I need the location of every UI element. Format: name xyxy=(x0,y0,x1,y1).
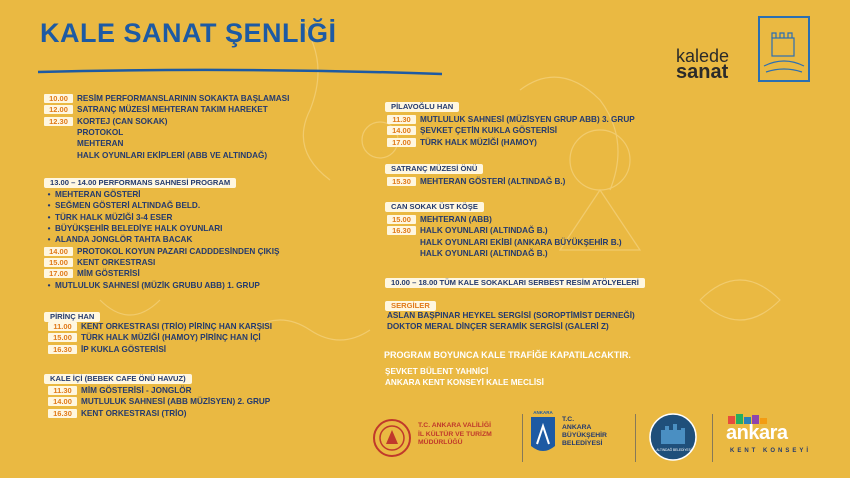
event-text: TÜRK HALK MÜZİĞİ (HAMOY) PİRİNÇ HAN İÇİ xyxy=(81,333,261,343)
event-text: MEHTERAN GÖSTERİ (ALTINDAĞ B.) xyxy=(420,177,566,187)
schedule-row xyxy=(48,344,272,355)
traffic-text: PROGRAM BOYUNCA KALE TRAFİĞE KAPATILACAKTIR. xyxy=(384,350,631,360)
divider xyxy=(522,414,523,462)
bullet-icon: • xyxy=(47,235,51,245)
section-heading: PİLAVOĞLU HAN xyxy=(385,102,459,112)
event-text: HALK OYUNLARI EKİPLERİ (ABB VE ALTINDAĞ) xyxy=(77,150,268,160)
logo-line2: sanat xyxy=(676,61,729,83)
atolye-section xyxy=(385,272,645,290)
schedule-row xyxy=(40,245,279,256)
time-badge: 16.30 xyxy=(48,345,77,354)
time-badge: 17.00 xyxy=(44,269,73,278)
abb-emblem-icon xyxy=(530,416,556,456)
kale-ici-section xyxy=(44,368,192,386)
time-badge: 14.00 xyxy=(44,247,73,256)
event-text: DOKTOR MERAL DİNÇER SERAMİK SERGİSİ (GALERİ Z) xyxy=(387,322,609,332)
schedule-row xyxy=(387,237,622,248)
event-text: MUTLULUK SAHNESİ (ABB MÜZİSYEN) 2. GRUP xyxy=(81,397,271,407)
event-text: KORTEJ (CAN SOKAK) xyxy=(77,116,168,126)
schedule-row xyxy=(40,268,279,279)
time-badge: 17.00 xyxy=(387,138,416,147)
event-text: PROTOKOL KOYUN PAZARI CADDDESİNDEN ÇIKIŞ xyxy=(77,246,280,256)
schedule-row xyxy=(387,176,565,187)
time-badge: 15.00 xyxy=(44,258,73,267)
bullet-item xyxy=(40,212,279,223)
bullet-item xyxy=(40,234,279,245)
signature-block xyxy=(385,366,544,388)
time-badge: 15.30 xyxy=(387,177,416,186)
schedule-row xyxy=(387,137,635,148)
event-text: TÜRK HALK MÜZİĞİ 3-4 ESER xyxy=(55,212,173,222)
bullet-icon: • xyxy=(47,190,51,200)
schedule-row xyxy=(40,257,279,268)
time-badge: 15.00 xyxy=(48,333,77,342)
can-sokak-list xyxy=(387,214,622,259)
section-heading: 10.00 – 18.00 TÜM KALE SOKAKLARI SERBEST RESİM ATÖLYELERİ xyxy=(385,278,645,288)
kalede-sanat-logo xyxy=(676,46,730,83)
event-text: TÜRK HALK MÜZİĞİ (HAMOY) xyxy=(420,137,537,147)
satranc-muzesi-list xyxy=(387,176,565,187)
abb-logo-top: ANKARA xyxy=(533,410,553,415)
event-text: ASLAN BAŞPINAR HEYKEL SERGİSİ (SOROPTİMİST DERNEĞİ) xyxy=(387,311,635,321)
pilavoglu-han-list xyxy=(387,114,635,148)
time-badge: 11.30 xyxy=(48,386,77,395)
valilik-line: MÜDÜRLÜĞÜ xyxy=(418,439,463,446)
event-text: HALK OYUNLARI EKİBİ (ANKARA BÜYÜKŞEHİR B.) xyxy=(420,237,622,247)
divider xyxy=(712,414,713,462)
bullet-icon: • xyxy=(47,212,51,222)
pilavoglu-han-section xyxy=(385,96,459,114)
valilik-text xyxy=(418,422,492,448)
event-text: ALANDA JONGLÖR TAHTA BACAK xyxy=(55,235,193,245)
abb-line: BÜYÜKŞEHİR xyxy=(562,432,607,439)
castle-icon xyxy=(760,18,808,80)
sponsor-logos xyxy=(370,410,830,470)
signature-org: ANKARA KENT KONSEYİ KALE MECLİSİ xyxy=(385,378,544,387)
event-text: HALK OYUNLARI (ALTINDAĞ B.) xyxy=(420,226,548,236)
can-sokak-section xyxy=(385,196,484,214)
kalede-sanat-logo-frame xyxy=(758,16,810,82)
schedule-row xyxy=(48,385,270,396)
time-badge: 11.00 xyxy=(48,322,77,331)
event-text: MEHTERAN xyxy=(77,139,124,149)
event-text: MUTLULUK SAHNESİ (MÜZİSYEN GRUP ABB) 3. GRUP xyxy=(420,115,635,125)
divider xyxy=(635,414,636,462)
pirinc-han-list xyxy=(48,321,272,355)
abb-text xyxy=(562,416,607,448)
section-heading: CAN SOKAK ÜST KÖŞE xyxy=(385,202,484,212)
event-text: İP KUKLA GÖSTERİSİ xyxy=(81,344,167,354)
list-item xyxy=(387,310,635,321)
performance-section xyxy=(44,172,236,190)
time-badge: 16.30 xyxy=(387,226,416,235)
valilik-line: İL KÜLTÜR VE TURİZM xyxy=(418,430,492,438)
event-text: SATRANÇ MÜZESİ MEHTERAN TAKIM HAREKET xyxy=(77,105,268,115)
time-badge: 16.30 xyxy=(48,409,77,418)
left-column xyxy=(44,93,289,161)
bullet-item xyxy=(40,223,279,234)
bullet-icon: • xyxy=(47,201,51,211)
event-text: MUTLULUK SAHNESİ (MÜZİK GRUBU ABB) 1. GRUP xyxy=(55,280,260,290)
schedule-row xyxy=(387,214,622,225)
event-text: KENT ORKESTRASI (TRİO) PİRİNÇ HAN KARŞISI xyxy=(81,322,273,332)
altindag-label: ALTINDAĞ BELEDİYESİ xyxy=(656,448,692,452)
schedule-row xyxy=(48,321,272,332)
page-title: KALE SANAT ŞENLİĞİ xyxy=(40,18,337,48)
time-badge: 10.00 xyxy=(44,94,73,103)
title-underline xyxy=(38,66,443,78)
kale-ici-list xyxy=(48,385,270,419)
section-heading: PİRİNÇ HAN xyxy=(44,312,100,322)
schedule-row xyxy=(387,125,635,136)
event-text: MEHTERAN GÖSTERİ xyxy=(55,190,141,200)
valilik-line: T.C. ANKARA VALİLİĞİ xyxy=(418,422,491,429)
schedule-row xyxy=(387,114,635,125)
valilik-emblem-icon xyxy=(372,418,412,458)
event-text: BÜYÜKŞEHİR BELEDİYE HALK OYUNLARI xyxy=(55,224,223,234)
event-text: MEHTERAN (ABB) xyxy=(420,215,492,225)
event-text: ŞEVKET ÇETİN KUKLA GÖSTERİSİ xyxy=(420,126,558,136)
event-text: SEĞMEN GÖSTERİ ALTINDAĞ BELD. xyxy=(55,201,201,211)
schedule-row xyxy=(44,104,289,115)
schedule-row xyxy=(44,149,289,160)
satranc-muzesi-section xyxy=(385,158,483,176)
event-text: PROTOKOL xyxy=(77,128,124,138)
altindag-emblem-icon xyxy=(648,412,698,462)
event-text: KENT ORKESTRASI (TRİO) xyxy=(81,408,187,418)
time-badge: 11.30 xyxy=(387,115,416,124)
schedule-row xyxy=(48,408,270,419)
schedule-row xyxy=(44,93,289,104)
section-heading: SERGİLER xyxy=(385,301,436,311)
event-text: MİM GÖSTERİSİ - JONGLÖR xyxy=(81,386,192,396)
time-badge: 12.00 xyxy=(44,105,73,114)
bullet-item xyxy=(40,279,279,290)
traffic-notice xyxy=(384,345,631,363)
section-heading: KALE İÇİ (BEBEK CAFE ÖNÜ HAVUZ) xyxy=(44,374,192,384)
event-text: MİM GÖSTERİSİ xyxy=(77,269,140,279)
event-text: RESİM PERFORMANSLARININ SOKAKTA BAŞLAMASI xyxy=(77,94,290,104)
time-badge: 15.00 xyxy=(387,215,416,224)
kent-konseyi-label: KENT KONSEYİ xyxy=(730,448,812,454)
schedule-row xyxy=(44,116,289,127)
abb-line: BELEDİYESİ xyxy=(562,440,603,447)
ankara-wordmark: ankara xyxy=(726,422,788,444)
schedule-row xyxy=(48,332,272,343)
performance-list xyxy=(40,189,279,291)
bullet-item xyxy=(40,189,279,200)
schedule-row xyxy=(387,225,622,236)
bullet-icon: • xyxy=(47,280,51,290)
abb-line: ANKARA xyxy=(562,424,592,431)
time-badge: 12.30 xyxy=(44,117,73,126)
schedule-row xyxy=(44,127,289,138)
event-text: KENT ORKESTRASI xyxy=(77,257,156,267)
event-text: HALK OYUNLARI (ALTINDAĞ B.) xyxy=(420,249,548,259)
list-item xyxy=(387,321,635,332)
section-heading: SATRANÇ MÜZESİ ÖNÜ xyxy=(385,164,483,174)
time-badge: 14.00 xyxy=(387,126,416,135)
sergiler-list xyxy=(387,310,635,333)
abb-line: T.C. xyxy=(562,416,575,423)
bullet-icon: • xyxy=(47,224,51,234)
time-badge: 14.00 xyxy=(48,397,77,406)
bullet-item xyxy=(40,200,279,211)
section-heading: 13.00 – 14.00 PERFORMANS SAHNESİ PROGRAM xyxy=(44,178,236,188)
signature-name: ŞEVKET BÜLENT YAHNİCİ xyxy=(385,367,489,376)
schedule-row xyxy=(48,396,270,407)
schedule-row xyxy=(44,138,289,149)
schedule-row xyxy=(387,248,622,259)
logo-line1: kalede xyxy=(676,46,730,66)
